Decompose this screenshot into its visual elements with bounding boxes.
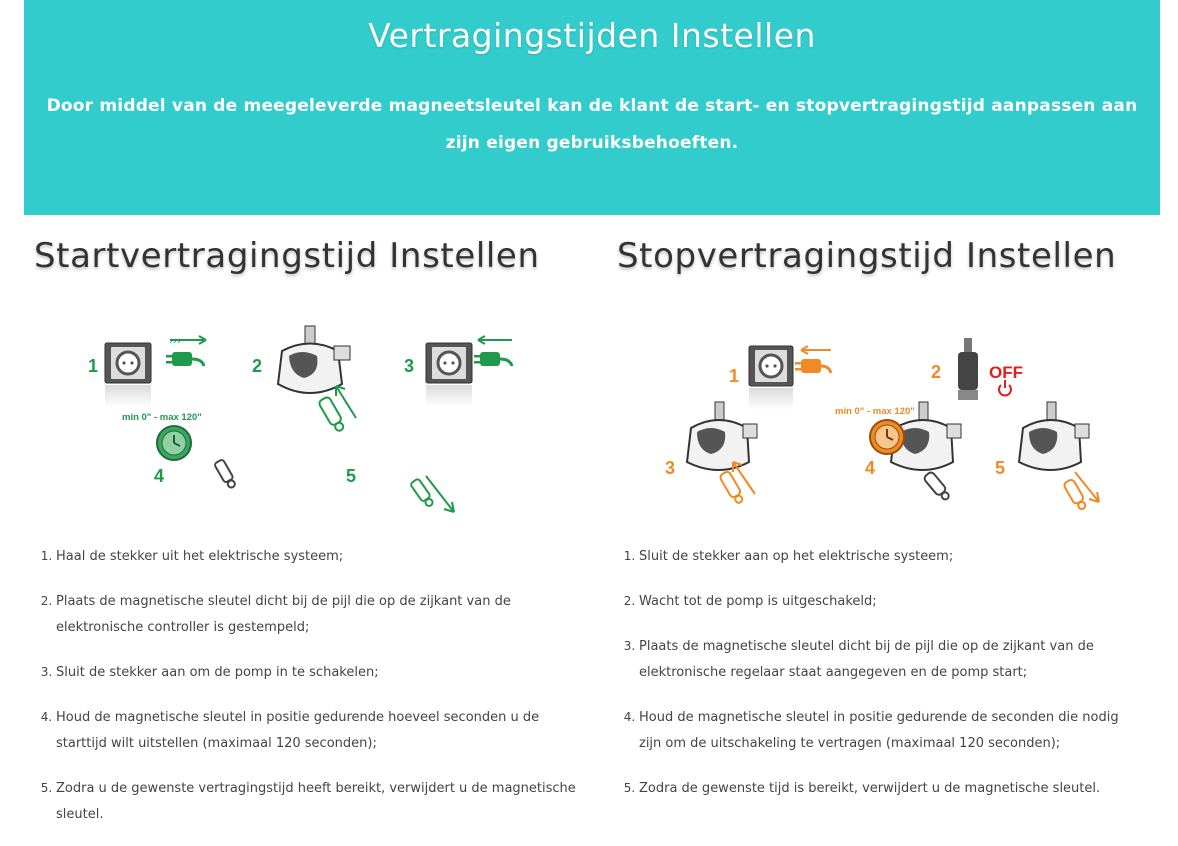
hero-banner (24, 0, 1160, 215)
stop-step-number-3: 3 (665, 458, 676, 478)
magnetic-key-icon (318, 396, 346, 433)
start-steps-list (34, 543, 576, 846)
list-item: 1. Sluit de stekker aan op het elektrische systeem; (639, 543, 1139, 570)
stop-delay-diagram (617, 316, 1157, 526)
socket-icon (426, 343, 472, 407)
start-delay-diagram (34, 316, 574, 526)
start-step-number-1: 1 (88, 356, 99, 376)
start-step-number-4: 4 (154, 466, 165, 486)
list-item: 5. Zodra u de gewenste vertragingstijd heeft bereikt, verwijdert u de magnetische sleutel. (56, 775, 576, 828)
magnetic-key-icon (923, 471, 952, 502)
socket-icon (749, 346, 793, 410)
pump-icon (687, 402, 757, 470)
plug-icon (795, 346, 831, 373)
off-label: OFF (989, 363, 1023, 382)
stop-steps-list (617, 543, 1139, 820)
plug-icon (474, 336, 512, 366)
start-step-number-3: 3 (404, 356, 415, 376)
pump-icon (1019, 402, 1089, 470)
start-step-number-5: 5 (346, 466, 357, 486)
list-item: 3. Plaats de magnetische sleutel dicht bij de pijl die op de zijkant van de elektronische regelaar staat aangegeven en de pomp start; (639, 633, 1139, 686)
stop-delay-section (617, 236, 1157, 796)
list-item: 4. Houd de magnetische sleutel in positie gedurende de seconden die nodig zijn om de uitschakeling te vertragen (maximaal 120 seconden); (639, 704, 1139, 757)
stop-step-number-5: 5 (995, 458, 1006, 478)
clock-icon (870, 420, 904, 454)
list-item: 4. Houd de magnetische sleutel in positie gedurende hoeveel seconden u de starttijd wilt uitstellen (maximaal 120 seconden); (56, 704, 576, 757)
list-item: 2. Wacht tot de pomp is uitgeschakeld; (639, 588, 1139, 615)
stop-step-number-4: 4 (865, 458, 876, 478)
clock-icon (157, 426, 191, 460)
magnetic-key-icon (214, 459, 237, 490)
stop-step-number-2: 2 (931, 362, 942, 382)
list-item: 3. Sluit de stekker aan om de pomp in te schakelen; (56, 659, 576, 686)
start-range-label: min 0" - max 120" (122, 412, 202, 423)
plug-icon (166, 336, 206, 366)
socket-icon (105, 343, 151, 407)
start-step-number-2: 2 (252, 356, 263, 376)
stop-delay-title: Stopvertragingstijd Instellen (617, 236, 1117, 276)
page-title: Vertragingstijden Instellen (368, 16, 816, 55)
list-item: 5. Zodra de gewenste tijd is bereikt, verwijdert u de magnetische sleutel. (639, 775, 1139, 802)
power-icon (999, 380, 1011, 395)
pump-icon (278, 326, 350, 393)
stop-step-number-1: 1 (729, 366, 740, 386)
list-item: 1. Haal de stekker uit het elektrische systeem; (56, 543, 576, 570)
start-delay-title: Startvertragingstijd Instellen (34, 236, 540, 276)
pump-controller-icon (958, 338, 978, 400)
list-item: 2. Plaats de magnetische sleutel dicht bij de pijl die op de zijkant van de elektronische controller is gestempeld; (56, 588, 576, 641)
start-delay-section (34, 236, 576, 822)
stop-range-label: min 0" - max 120" (835, 406, 915, 417)
svg-text:›››: ››› (169, 336, 181, 347)
hero-description: Door middel van de meegeleverde magneetsleutel kan de klant de start- en stopvertragingstijd aanpassen aan zijn eigen gebruiksbehoeften. (46, 96, 1138, 153)
